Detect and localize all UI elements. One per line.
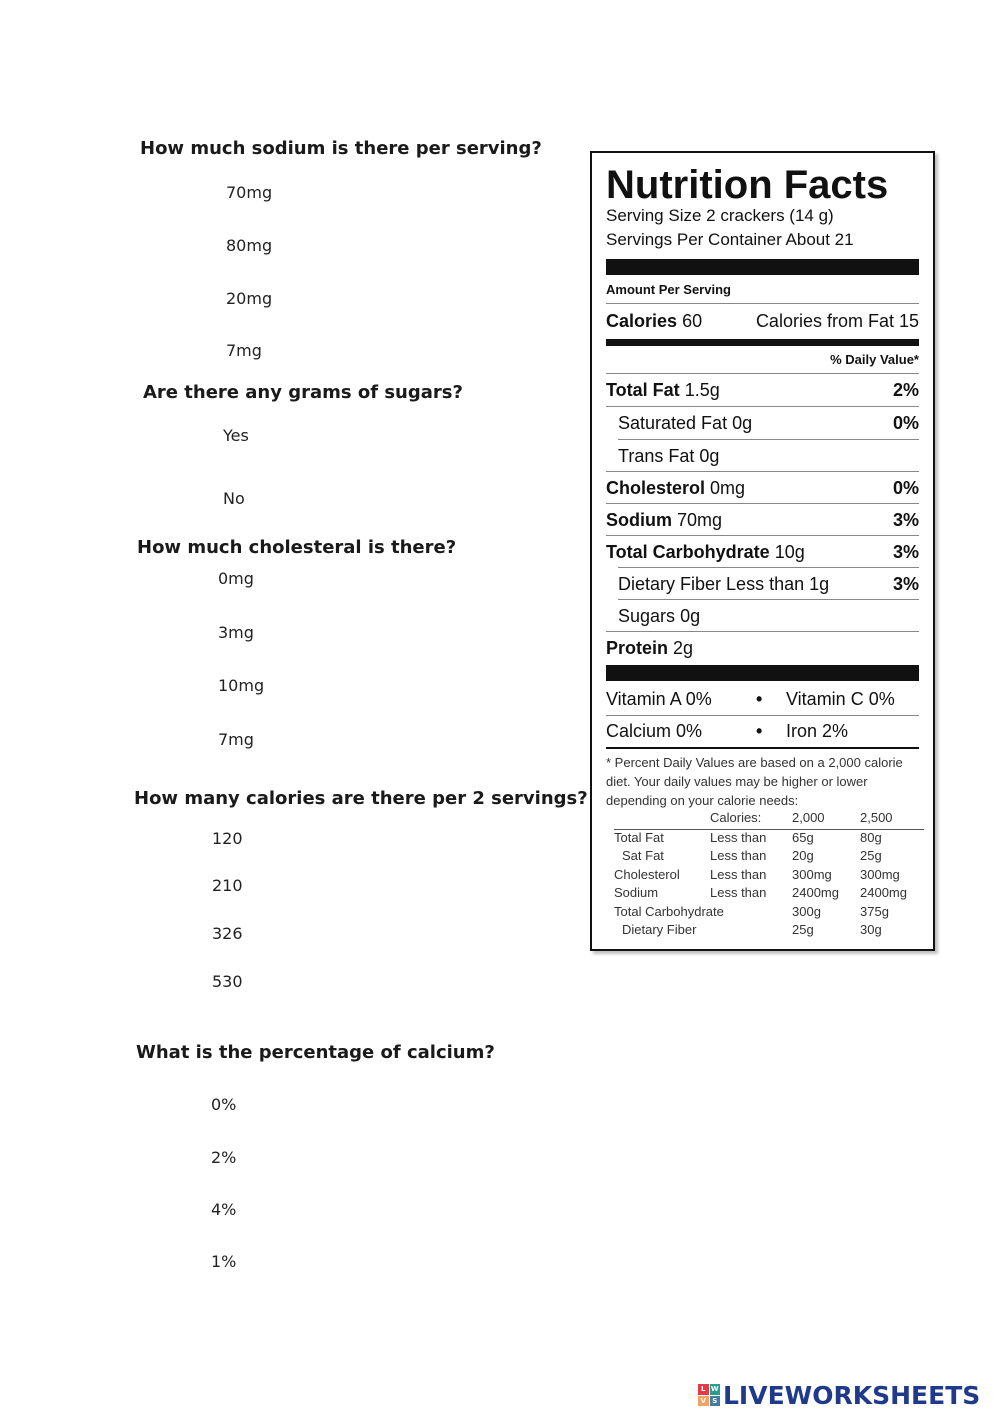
table-cell: 20g	[792, 848, 814, 863]
table-cell: 2400mg	[860, 885, 907, 900]
divider	[606, 535, 919, 536]
answer-option[interactable]: 80mg	[226, 236, 273, 255]
table-cell: Total Carbohydrate	[614, 903, 724, 919]
bullet: •	[756, 720, 763, 741]
nutrient-name: Trans Fat	[618, 445, 695, 466]
label-title: Nutrition Facts	[606, 163, 889, 207]
table-cell: 375g	[860, 903, 889, 919]
vitamin-a: Vitamin A 0%	[606, 688, 712, 709]
divider	[606, 406, 919, 407]
answer-option[interactable]: 530	[212, 972, 243, 991]
table-cell: 80g	[860, 829, 882, 845]
divider	[606, 503, 919, 504]
table-header-cell: Calories:	[710, 810, 762, 825]
answer-option[interactable]: 7mg	[218, 730, 254, 749]
answer-option[interactable]: Yes	[223, 426, 249, 445]
nutrient-name: Total Carbohydrate	[606, 541, 770, 562]
answer-option[interactable]: 326	[212, 924, 243, 943]
divider	[618, 439, 919, 440]
daily-value-header: % Daily Value*	[830, 352, 919, 367]
nutrient-name: Dietary Fiber	[618, 573, 722, 594]
table-row	[614, 829, 924, 849]
nutrient-row-cholesterol	[606, 473, 919, 503]
table-header-cell: 2,000	[792, 810, 825, 825]
nutrient-amount: 0mg	[710, 477, 746, 498]
nutrient-row-total-carbohydrate	[606, 537, 919, 567]
table-cell: Less than	[710, 866, 767, 882]
calories-label: Calories	[606, 310, 678, 331]
question-sodium: How much sodium is there per serving?	[140, 138, 542, 159]
logo-mark-icon	[698, 1384, 720, 1406]
nutrient-row-saturated-fat	[618, 408, 919, 438]
table-cell: Dietary Fiber	[622, 922, 697, 937]
calories-row	[606, 306, 919, 336]
nutrient-row-dietary-fiber	[618, 569, 919, 599]
table-cell: Less than	[710, 829, 767, 845]
nutrient-row-trans-fat	[618, 441, 919, 471]
table-cell: Less than	[710, 885, 767, 900]
table-cell: Total Fat	[614, 829, 664, 845]
answer-option[interactable]: 3mg	[218, 623, 254, 642]
table-cell: 25g	[792, 922, 814, 937]
vitamin-c: Vitamin C 0%	[786, 688, 895, 709]
nutrient-pct: 2%	[892, 379, 919, 400]
nutrient-amount: 0g	[680, 605, 701, 626]
daily-value-table	[614, 810, 924, 941]
divider	[618, 599, 919, 600]
nutrient-amount: 1.5g	[684, 379, 720, 400]
servings-per-container: Servings Per Container About 21	[606, 230, 854, 249]
table-cell: Cholesterol	[614, 866, 680, 882]
nutrient-amount: 0g	[732, 412, 753, 433]
nutrient-row-total-fat	[606, 375, 919, 405]
question-calcium: What is the percentage of calcium?	[136, 1042, 495, 1063]
medium-divider	[606, 339, 919, 346]
answer-option[interactable]: 70mg	[226, 183, 273, 202]
logo-block: L	[698, 1384, 709, 1395]
table-cell: Sodium	[614, 885, 659, 900]
nutrient-row-protein	[606, 633, 919, 663]
nutrition-facts-label	[590, 151, 935, 951]
liveworksheets-logo[interactable]	[698, 1379, 980, 1411]
table-cell: Less than	[710, 848, 767, 863]
answer-option[interactable]: 4%	[211, 1200, 237, 1219]
calories-value: 60	[682, 310, 703, 331]
table-row	[614, 885, 924, 904]
calcium: Calcium 0%	[606, 720, 703, 741]
table-row	[614, 867, 924, 886]
divider	[606, 747, 919, 749]
table-cell: 2400mg	[792, 885, 839, 900]
table-header	[614, 810, 924, 829]
nutrient-amount: 2g	[673, 637, 694, 658]
nutrient-row-sodium	[606, 505, 919, 535]
logo-block: S	[710, 1396, 721, 1407]
divider	[618, 567, 919, 568]
nutrient-name: Protein	[606, 637, 669, 658]
logo-text: LIVEWORKSHEETS	[723, 1380, 981, 1410]
answer-option[interactable]: 0mg	[218, 569, 254, 588]
mineral-row	[606, 716, 919, 746]
nutrient-name: Sodium	[606, 509, 672, 530]
nutrient-amount: Less than 1g	[726, 573, 830, 594]
logo-block: W	[710, 1385, 719, 1393]
answer-option[interactable]: 0%	[211, 1095, 237, 1114]
nutrient-amount: 10g	[774, 541, 805, 562]
nutrient-pct: 3%	[892, 509, 919, 530]
table-row	[614, 848, 924, 867]
calories-from-fat: Calories from Fat 15	[755, 310, 919, 331]
divider	[606, 631, 919, 632]
answer-option[interactable]: 10mg	[218, 676, 265, 695]
nutrient-row-sugars	[618, 601, 919, 631]
logo-block: V	[698, 1396, 709, 1407]
nutrient-pct: 3%	[892, 541, 919, 562]
nutrient-name: Total Fat	[606, 379, 680, 400]
table-row	[614, 922, 924, 941]
question-calories: How many calories are there per 2 servings?	[134, 788, 588, 809]
nutrient-name: Cholesterol	[606, 477, 706, 498]
divider	[606, 471, 919, 472]
thick-divider	[606, 665, 919, 681]
answer-option[interactable]: 120	[212, 829, 243, 848]
thick-divider	[606, 259, 919, 275]
question-sugars: Are there any grams of sugars?	[143, 382, 463, 403]
nutrient-amount: 70mg	[677, 509, 723, 530]
divider	[606, 303, 919, 304]
nutrient-amount: 0g	[699, 445, 720, 466]
table-cell: 300mg	[792, 866, 832, 882]
answer-option[interactable]: 210	[212, 876, 243, 895]
nutrient-name: Sugars	[618, 605, 676, 626]
bullet: •	[756, 688, 763, 709]
nutrient-pct: 0%	[892, 412, 919, 433]
table-cell: 65g	[792, 829, 814, 845]
table-cell: 30g	[860, 922, 882, 937]
answer-option[interactable]: 2%	[211, 1148, 237, 1167]
answer-option[interactable]: 20mg	[226, 289, 273, 308]
answer-option[interactable]: No	[223, 489, 245, 508]
answer-option[interactable]: 7mg	[226, 341, 262, 360]
table-cell: 300g	[792, 903, 821, 919]
table-row	[614, 904, 924, 923]
table-cell: Sat Fat	[622, 848, 664, 863]
daily-value-footnote: * Percent Daily Values are based on a 2,000 calorie diet. Your daily values may be higher or lower depending on your calorie needs:	[606, 755, 903, 808]
nutrient-pct: 0%	[892, 477, 919, 498]
answer-option[interactable]: 1%	[211, 1252, 237, 1271]
iron: Iron 2%	[786, 720, 849, 741]
table-header-cell: 2,500	[860, 810, 893, 825]
nutrient-pct: 3%	[892, 573, 919, 594]
table-cell: 25g	[860, 848, 882, 863]
divider	[606, 373, 919, 374]
amount-per-serving: Amount Per Serving	[606, 282, 731, 297]
vitamin-row	[606, 684, 919, 714]
question-cholesterol: How much cholesteral is there?	[137, 537, 457, 558]
serving-size: Serving Size 2 crackers (14 g)	[606, 206, 834, 225]
table-cell: 300mg	[860, 866, 900, 882]
nutrient-name: Saturated Fat	[618, 412, 728, 433]
